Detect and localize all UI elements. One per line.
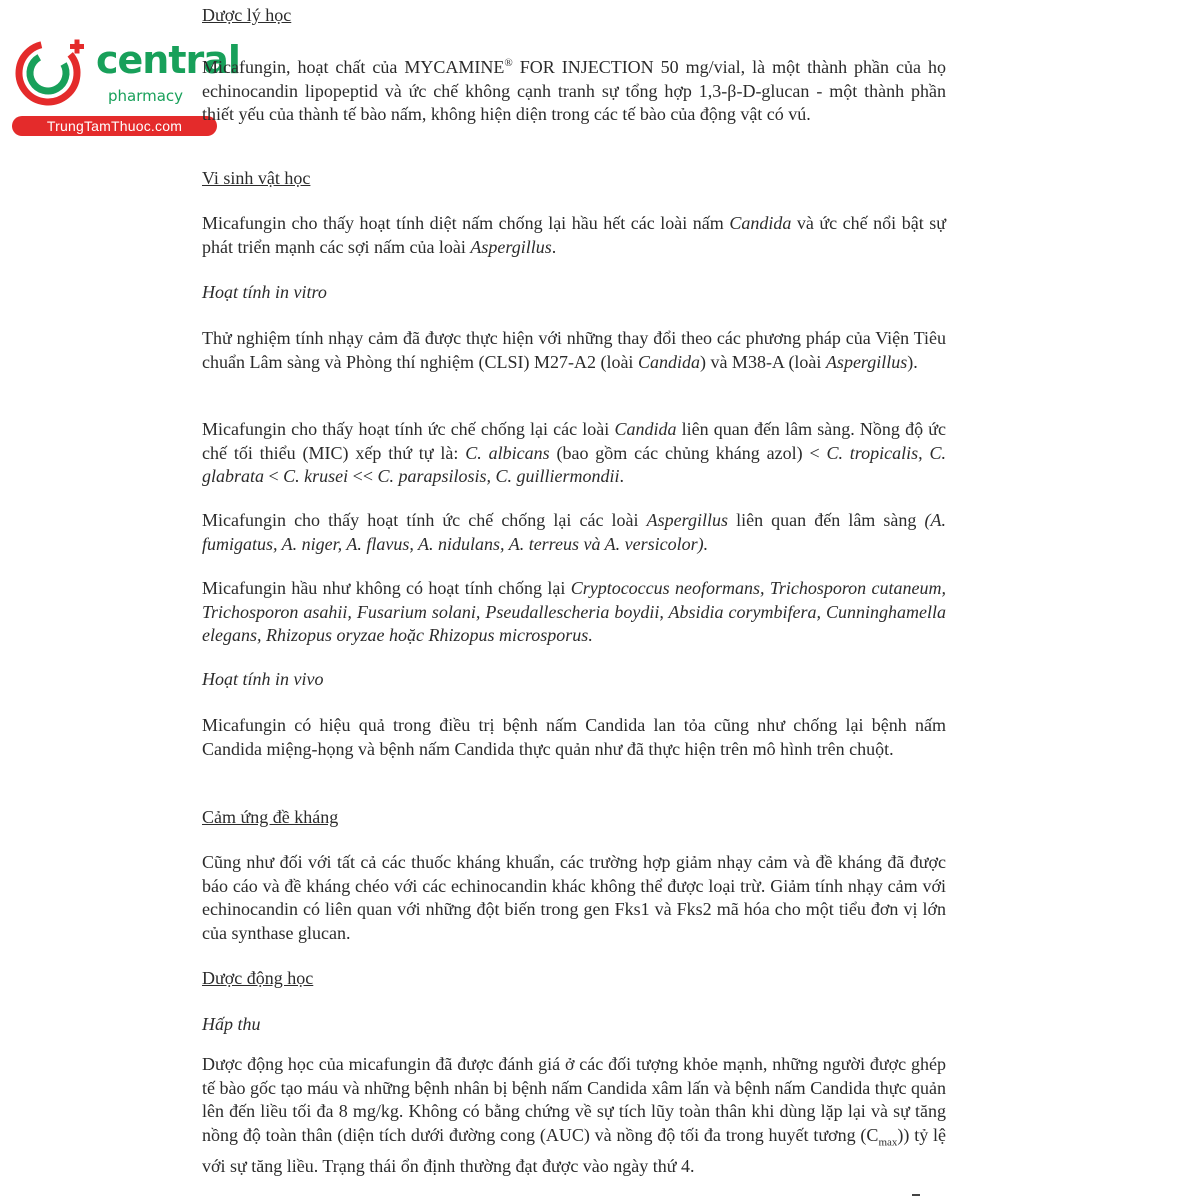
para-in-vitro-3: Micafungin cho thấy hoạt tính ức chế chống lại các loài Aspergillus liên quan đến lâm sàng (A. fumigatus, A. niger, A. flavus, A. nidulans, A. terreus và A. versicolor). [202, 510, 946, 554]
logo-site-banner: TrungTamThuoc.com [12, 116, 217, 136]
heading-cam-ung-de-khang: Cảm ứng đề kháng [202, 807, 339, 827]
para-in-vitro-4: Micafungin hầu như không có hoạt tính chống lại Cryptococcus neoformans, Trichosporon cutaneum, Trichosporon asahii, Fusarium solani, Pseudallescheria boydii, Absidia corymbifera, Cunninghamella elegans, Rhizopus oryzae hoặc Rhizopus microsporus. [202, 578, 946, 645]
central-pharmacy-logo-icon [10, 36, 94, 116]
page-edge-mark [912, 1194, 920, 1196]
logo-brand-text: central [96, 38, 240, 82]
heading-vi-sinh-vat-hoc: Vi sinh vật học [202, 168, 311, 188]
para-vi-sinh-1: Micafungin cho thấy hoạt tính diệt nấm chống lại hầu hết các loài nấm Candida và ức chế nổi bật sự phát triển mạnh các sợi nấm của loài Aspergillus. [202, 213, 946, 257]
para-in-vitro-1: Thử nghiệm tính nhạy cảm đã được thực hiện với những thay đổi theo các phương pháp của Viện Tiêu chuẩn Lâm sàng và Phòng thí nghiệm (CLSI) M27-A2 (loài Candida) và M38-A (loài Aspergillus). [202, 328, 946, 372]
heading-duoc-dong-hoc: Dược động học [202, 968, 314, 988]
logo-sub-text: pharmacy [108, 87, 184, 105]
para-de-khang-1: Cũng như đối với tất cả các thuốc kháng khuẩn, các trường hợp giảm nhạy cảm và đề kháng đã được báo cáo và đề kháng chéo với các echinocandin khác không thể được loại trừ. Giảm tính nhạy cảm với echinocandin có liên quan với những đột biến trong gen Fks1 và Fks2 mã hóa cho một tiểu đơn vị lớn của synthase glucan. [202, 852, 946, 943]
subheading-in-vivo: Hoạt tính in vivo [202, 669, 324, 689]
para-hap-thu-1: Dược động học của micafungin đã được đánh giá ở các đối tượng khỏe mạnh, những người được ghép tế bào gốc tạo máu và những bệnh nhân bị bệnh nấm Candida xâm lấn và bệnh nấm Candida thực quản lên đến liều tối đa 8 mg/kg. Không có bằng chứng về sự tích lũy toàn thân khi dùng lặp lại và sự tăng nồng độ toàn thân (diện tích dưới đường cong (AUC) và nồng độ tối đa trong huyết tương $(C_{max})$) tỷ lệ với sự tăng liều. Trạng thái ổn định thường đạt được vào ngày thứ 4. [202, 1054, 947, 1176]
para-in-vivo-1: Micafungin có hiệu quả trong điều trị bệnh nấm Candida lan tỏa cũng như chống lại bệnh nấm Candida miệng-họng và bệnh nấm Candida thực quản như đã thực hiện trên mô hình trên chuột. [202, 715, 946, 759]
para-duoc-ly-1: Micafungin, hoạt chất của MYCAMINE® FOR INJECTION 50 mg/vial, là một thành phần của họ echinocandin lipopeptid và ức chế không cạnh tranh sự tổng hợp 1,3-β-D-glucan - một thành phần thiết yếu của thành tế bào nấm, không hiện diện trong các tế bào của động vật có vú. [202, 57, 946, 124]
central-pharmacy-logo [10, 36, 240, 140]
heading-duoc-ly-hoc: Dược lý học [202, 5, 292, 25]
subheading-in-vitro: Hoạt tính in vitro [202, 282, 327, 302]
para-in-vitro-2: Micafungin cho thấy hoạt tính ức chế chống lại các loài Candida liên quan đến lâm sàng. Nồng độ ức chế tối thiểu (MIC) xếp thứ tự là: C. albicans (bao gồm các chủng kháng azol) < C. tropicalis, C. glabrata < C. krusei << C. parapsilosis, C. guilliermondii. [202, 419, 946, 486]
subheading-hap-thu: Hấp thu [202, 1014, 261, 1034]
